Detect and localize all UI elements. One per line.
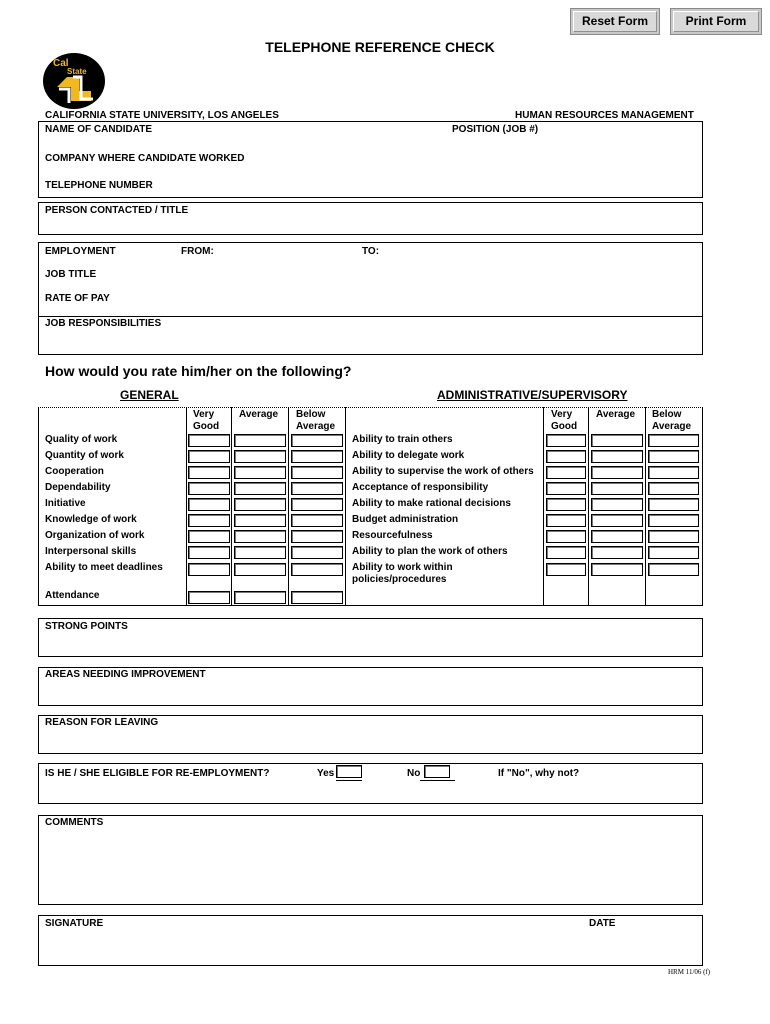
general-very-good-checkbox[interactable] bbox=[188, 546, 230, 559]
general-item-quantity: Quantity of work bbox=[45, 450, 124, 461]
strong-points-label: STRONG POINTS bbox=[45, 621, 128, 632]
table-right-border bbox=[702, 407, 703, 605]
admin-average-checkbox[interactable] bbox=[591, 563, 643, 576]
col-below-average-admin: Average bbox=[652, 421, 692, 432]
page-title: TELEPHONE REFERENCE CHECK bbox=[265, 39, 495, 55]
general-very-good-checkbox[interactable] bbox=[188, 450, 230, 463]
logo-text-cal: Cal bbox=[53, 58, 69, 69]
admin-average-checkbox[interactable] bbox=[591, 530, 643, 543]
admin-below-average-checkbox[interactable] bbox=[648, 466, 699, 479]
general-average-checkbox[interactable] bbox=[234, 466, 286, 479]
admin-below-average-checkbox[interactable] bbox=[648, 514, 699, 527]
admin-item-decisions: Ability to make rational decisions bbox=[352, 498, 511, 509]
general-average-checkbox[interactable] bbox=[234, 450, 286, 463]
admin-below-average-checkbox[interactable] bbox=[648, 482, 699, 495]
general-item-quality: Quality of work bbox=[45, 434, 118, 445]
admin-very-good-checkbox[interactable] bbox=[546, 546, 586, 559]
admin-below-average-checkbox[interactable] bbox=[648, 434, 699, 447]
table-divider bbox=[186, 407, 187, 605]
col-very-general: Very bbox=[193, 409, 215, 420]
general-below-average-checkbox[interactable] bbox=[291, 546, 343, 559]
admin-item-plan: Ability to plan the work of others bbox=[352, 546, 508, 557]
admin-item-policies: policies/procedures bbox=[352, 574, 447, 585]
general-heading: GENERAL bbox=[120, 388, 179, 402]
col-average-admin: Average bbox=[596, 409, 636, 420]
table-divider bbox=[288, 407, 289, 605]
admin-below-average-checkbox[interactable] bbox=[648, 563, 699, 576]
admin-below-average-checkbox[interactable] bbox=[648, 450, 699, 463]
admin-very-good-checkbox[interactable] bbox=[546, 482, 586, 495]
employment-divider bbox=[38, 316, 703, 317]
admin-below-average-checkbox[interactable] bbox=[648, 546, 699, 559]
signature-label: SIGNATURE bbox=[45, 918, 104, 929]
general-very-good-checkbox[interactable] bbox=[188, 591, 230, 604]
col-very-admin: Very bbox=[551, 409, 573, 420]
general-below-average-checkbox[interactable] bbox=[291, 530, 343, 543]
date-label: DATE bbox=[589, 918, 616, 929]
company-label: COMPANY WHERE CANDIDATE WORKED bbox=[45, 153, 245, 164]
general-item-interpersonal: Interpersonal skills bbox=[45, 546, 137, 557]
comments-label: COMMENTS bbox=[45, 817, 104, 828]
col-below-general: Below bbox=[296, 409, 326, 420]
admin-very-good-checkbox[interactable] bbox=[546, 514, 586, 527]
university-name: CALIFORNIA STATE UNIVERSITY, LOS ANGELES bbox=[45, 110, 279, 121]
col-good-general: Good bbox=[193, 421, 220, 432]
general-below-average-checkbox[interactable] bbox=[291, 514, 343, 527]
strong-points-box[interactable] bbox=[38, 618, 703, 657]
to-label: TO: bbox=[362, 246, 380, 257]
no-underline bbox=[420, 780, 455, 781]
admin-below-average-checkbox[interactable] bbox=[648, 498, 699, 511]
general-very-good-checkbox[interactable] bbox=[188, 434, 230, 447]
admin-average-checkbox[interactable] bbox=[591, 482, 643, 495]
general-item-attendance: Attendance bbox=[45, 590, 100, 601]
admin-average-checkbox[interactable] bbox=[591, 546, 643, 559]
print-form-button[interactable] bbox=[670, 8, 762, 35]
admin-item-work-within: Ability to work within bbox=[352, 562, 453, 573]
general-average-checkbox[interactable] bbox=[234, 563, 286, 576]
reason-leaving-label: REASON FOR LEAVING bbox=[45, 717, 159, 728]
rating-question: How would you rate him/her on the following? bbox=[45, 363, 352, 379]
person-contacted-label: PERSON CONTACTED / TITLE bbox=[45, 205, 189, 216]
general-average-checkbox[interactable] bbox=[234, 434, 286, 447]
table-left-border bbox=[38, 407, 39, 605]
general-average-checkbox[interactable] bbox=[234, 498, 286, 511]
comments-box[interactable] bbox=[38, 815, 703, 905]
admin-heading: ADMINISTRATIVE/SUPERVISORY bbox=[437, 388, 628, 402]
job-title-label: JOB TITLE bbox=[45, 269, 97, 280]
general-item-knowledge: Knowledge of work bbox=[45, 514, 137, 525]
admin-below-average-checkbox[interactable] bbox=[648, 530, 699, 543]
table-top-line bbox=[38, 407, 703, 408]
admin-average-checkbox[interactable] bbox=[591, 466, 643, 479]
admin-item-resourcefulness: Resourcefulness bbox=[352, 530, 433, 541]
general-very-good-checkbox[interactable] bbox=[188, 482, 230, 495]
admin-average-checkbox[interactable] bbox=[591, 514, 643, 527]
general-very-good-checkbox[interactable] bbox=[188, 466, 230, 479]
col-below-average-general: Average bbox=[296, 421, 336, 432]
print-form-label: Print Form bbox=[673, 11, 759, 32]
areas-improvement-label: AREAS NEEDING IMPROVEMENT bbox=[45, 669, 206, 680]
admin-very-good-checkbox[interactable] bbox=[546, 498, 586, 511]
general-average-checkbox[interactable] bbox=[234, 591, 286, 604]
department-name: HUMAN RESOURCES MANAGEMENT bbox=[515, 110, 694, 121]
general-below-average-checkbox[interactable] bbox=[291, 498, 343, 511]
job-responsibilities-label: JOB RESPONSIBILITIES bbox=[45, 318, 162, 329]
table-divider bbox=[345, 407, 346, 605]
admin-item-delegate: Ability to delegate work bbox=[352, 450, 465, 461]
admin-very-good-checkbox[interactable] bbox=[546, 450, 586, 463]
employment-label: EMPLOYMENT bbox=[45, 246, 116, 257]
general-below-average-checkbox[interactable] bbox=[291, 450, 343, 463]
table-divider bbox=[588, 407, 589, 605]
yes-checkbox[interactable] bbox=[336, 765, 362, 778]
general-average-checkbox[interactable] bbox=[234, 546, 286, 559]
table-divider bbox=[231, 407, 232, 605]
general-average-checkbox[interactable] bbox=[234, 514, 286, 527]
admin-very-good-checkbox[interactable] bbox=[546, 530, 586, 543]
general-item-initiative: Initiative bbox=[45, 498, 86, 509]
admin-very-good-checkbox[interactable] bbox=[546, 563, 586, 576]
candidate-name-label: NAME OF CANDIDATE bbox=[45, 124, 153, 135]
cal-state-la-logo bbox=[43, 53, 105, 109]
general-below-average-checkbox[interactable] bbox=[291, 563, 343, 576]
telephone-label: TELEPHONE NUMBER bbox=[45, 180, 153, 191]
col-average-general: Average bbox=[239, 409, 279, 420]
admin-average-checkbox[interactable] bbox=[591, 434, 643, 447]
general-very-good-checkbox[interactable] bbox=[188, 514, 230, 527]
yes-label: Yes bbox=[317, 768, 335, 779]
admin-item-budget: Budget administration bbox=[352, 514, 459, 525]
reset-form-label: Reset Form bbox=[573, 11, 657, 32]
admin-average-checkbox[interactable] bbox=[591, 498, 643, 511]
general-item-deadlines: Ability to meet deadlines bbox=[45, 562, 163, 573]
table-bottom-line bbox=[38, 605, 703, 606]
logo-text-la: LA bbox=[44, 54, 45, 55]
reset-form-button[interactable] bbox=[570, 8, 660, 35]
no-label: No bbox=[407, 768, 421, 779]
table-divider bbox=[645, 407, 646, 605]
col-good-admin: Good bbox=[551, 421, 578, 432]
general-below-average-checkbox[interactable] bbox=[291, 591, 343, 604]
general-very-good-checkbox[interactable] bbox=[188, 498, 230, 511]
general-item-cooperation: Cooperation bbox=[45, 466, 104, 477]
eligibility-label: IS HE / SHE ELIGIBLE FOR RE-EMPLOYMENT? bbox=[45, 768, 270, 779]
admin-item-train: Ability to train others bbox=[352, 434, 453, 445]
admin-very-good-checkbox[interactable] bbox=[546, 434, 586, 447]
admin-item-supervise: Ability to supervise the work of others bbox=[352, 466, 534, 477]
from-label: FROM: bbox=[181, 246, 214, 257]
form-code: HRM 11/06 (f) bbox=[668, 968, 711, 976]
general-below-average-checkbox[interactable] bbox=[291, 482, 343, 495]
general-below-average-checkbox[interactable] bbox=[291, 434, 343, 447]
logo-text-state: State bbox=[67, 67, 87, 76]
general-average-checkbox[interactable] bbox=[234, 530, 286, 543]
no-checkbox[interactable] bbox=[424, 765, 450, 778]
rate-of-pay-label: RATE OF PAY bbox=[45, 293, 110, 304]
general-item-dependability: Dependability bbox=[45, 482, 111, 493]
admin-very-good-checkbox[interactable] bbox=[546, 466, 586, 479]
general-below-average-checkbox[interactable] bbox=[291, 466, 343, 479]
table-divider bbox=[543, 407, 544, 605]
admin-average-checkbox[interactable] bbox=[591, 450, 643, 463]
if-no-label: If "No", why not? bbox=[498, 768, 580, 779]
general-very-good-checkbox[interactable] bbox=[188, 563, 230, 576]
position-label: POSITION (JOB #) bbox=[452, 124, 539, 135]
general-very-good-checkbox[interactable] bbox=[188, 530, 230, 543]
yes-underline bbox=[336, 780, 362, 781]
general-average-checkbox[interactable] bbox=[234, 482, 286, 495]
admin-item-responsibility: Acceptance of responsibility bbox=[352, 482, 489, 493]
employment-box bbox=[38, 242, 703, 355]
general-item-organization: Organization of work bbox=[45, 530, 145, 541]
col-below-admin: Below bbox=[652, 409, 682, 420]
